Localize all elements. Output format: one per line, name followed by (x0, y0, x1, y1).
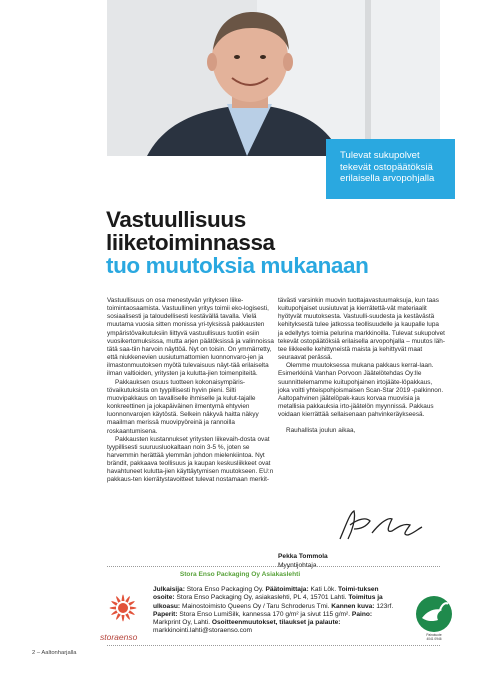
handwritten-signature (336, 505, 424, 545)
value: Kati Lök. (310, 586, 337, 593)
label: Päätoimittaja: (265, 586, 309, 593)
paragraph: Vastuullisuus on osa menestyvän yrityksen liike-toimintaosaamista. Vastuullinen yritys toimii eko-logisesti, sosiaalisesti ja taloudellisesti kestävällä tavalla. Vielä muutama vuosia sitten monissa yri-tyksissä pakkausten ympäristövaikutuksiin liittyvä vastuullisuus tuotiin esiin vuosikertomuksissa, mutta arjen päätöksissä ja valinnoissa tätä saa-tiin harvoin näyttöä. Nyt on toisin. On ymmärretty, että niukkenevien uusiutumattomien luonnonvaro-jen ja ilmastonmuutoksen myötä tulevaisuus näyt-tää erilaiselta ilman valtioiden, yritysten ja kulutta-jien toimenpiteitä. (107, 297, 274, 378)
signer-title: Myyntijohtaja (278, 561, 317, 569)
value: Stora Enso Packaging Oy, asiakaslehti, PL 4, 15701 Lahti. (176, 594, 347, 602)
footer-divider-bottom (107, 645, 440, 646)
value: 123rf. (376, 602, 394, 610)
footer-title: Stora Enso Packaging Oy Asiakaslehti (179, 571, 301, 578)
signer-block (278, 553, 328, 570)
article-headline (106, 208, 446, 277)
headline-line-3: tuo muutoksia mukanaan (106, 253, 369, 278)
nordic-swan-ecolabel-icon (412, 594, 456, 634)
tagline-line: erilaisella arvopohjalla (340, 173, 435, 184)
body-column-left (107, 297, 274, 485)
body-column-right (278, 297, 445, 436)
portrait-photo (107, 0, 440, 156)
ecolabel-caption-line: Painotuote (426, 633, 442, 637)
colophon (153, 586, 395, 636)
closing-greeting: Rauhallista joulun aikaa, (286, 427, 356, 435)
paragraph: Pakkauksen osuus tuotteen kokonaisympäris-tövaikutuksista on tyypillisesti hyvin pieni. Silti muovipakkaus on tavalliselle ihmiselle ja kulut-tajalle konkreettinen ja jokapäiväinen ilmentymä ehtyvien luonnonvarojen käytöstä. Selkein näkyvä haitta näkyy maailman merissä muovipyöreinä ja rannoilla roskaantumisena. (107, 378, 259, 435)
ecolabel-caption (414, 633, 454, 641)
tagline-line: tekevät ostopäätöksiä (340, 161, 433, 173)
label: Kannen kuva: (331, 602, 375, 610)
tagline-box (326, 139, 455, 199)
page-number: 2 – Aaltonharjalla (32, 650, 77, 656)
logo-wordmark: storaenso (100, 632, 138, 642)
tagline-line: Tulevat sukupolvet (340, 150, 420, 161)
label: Julkaisija: (153, 586, 185, 593)
value: Markprint Oy, Lahti. (153, 619, 211, 626)
label: Osoitteenmuutokset, tilaukset ja palaute: (211, 619, 341, 626)
ecolabel-caption-line: 4041 0946 (426, 637, 442, 641)
headline-line-2: liiketoiminnassa (106, 230, 275, 255)
paragraph: Pakkausten kustannukset yritysten liikevaih-dosta ovat tyypillisesti suuruusluokaltaan noin 3-5 %, joten se harvemmin herättää ylemmän johdon mielenkiintoa. Nyt brändit, pakkaava teollisuus ja kaupan keskusliikkeet ovat havahtuneet kulutta-jien käyttäytymisen muutokseen. EU:n pakkaus-ten kierrätystavoitteet tulevat nostamaan merkit- (107, 435, 274, 484)
label: Toimi-tuksen osoite: (153, 586, 379, 602)
value: Stora Enso Packaging Oy. (186, 586, 264, 593)
label: Paino: (351, 610, 373, 618)
footer-divider-top (107, 566, 440, 567)
value: Mainostoimisto Queens Oy / Taru Schroderus Tmi. (181, 602, 330, 610)
signer-name: Pekka Tommola (278, 553, 328, 560)
headline-line-1: Vastuullisuus (106, 207, 246, 232)
value: Stora Enso LumiSilk, kannessa 170 g/m² ja sivut 115 g/m². (179, 610, 351, 618)
value: markkinointi.lahti@storaenso.com (153, 627, 253, 635)
label: Toimitus ja ulkoasu: (153, 594, 383, 610)
paragraph: Olemme muutoksessa mukana pakkaus kerral-laan. Esimerkkinä Vanhan Porvoon Jäätelötehdas Oy:lle suunnittelemamme kuitupohjainen irtojääte-löpakkaus, joka voitti yhteispohjoismaisen Scan-Star 2019 -palkinnon. Aaltopahvinen jäätelöpak-kaus korvaa muovisia ja metallisia pakkauksia irto-jäätelön myynnissä. Pakkaus voidaan kierrättää sellaisenaan pahvinkeräykseesä. (278, 362, 444, 419)
paragraph: tävästi varsinkin muovin tuottajavastuumaksuja, kun taas kuitupohjaiset uusiutuvat ja kierrätettä-vät materiaalit hyötyvät muutoksesta. Vastuulli-suudesta ja kestävästä kehityksestä tulee jatkossa teollisuudelle ja kaupalle lupa ja edellytys toimia pelurina markkinoilla. Tulevat sukupolvet tekevät ostopäätöksiä erilaisella arvopohjalla – muutos läh-tee liikkeelle kehittyneistä maista ja kehittyvät maat seuraavat perässä. (278, 297, 445, 362)
label: Paperit: (153, 610, 178, 618)
